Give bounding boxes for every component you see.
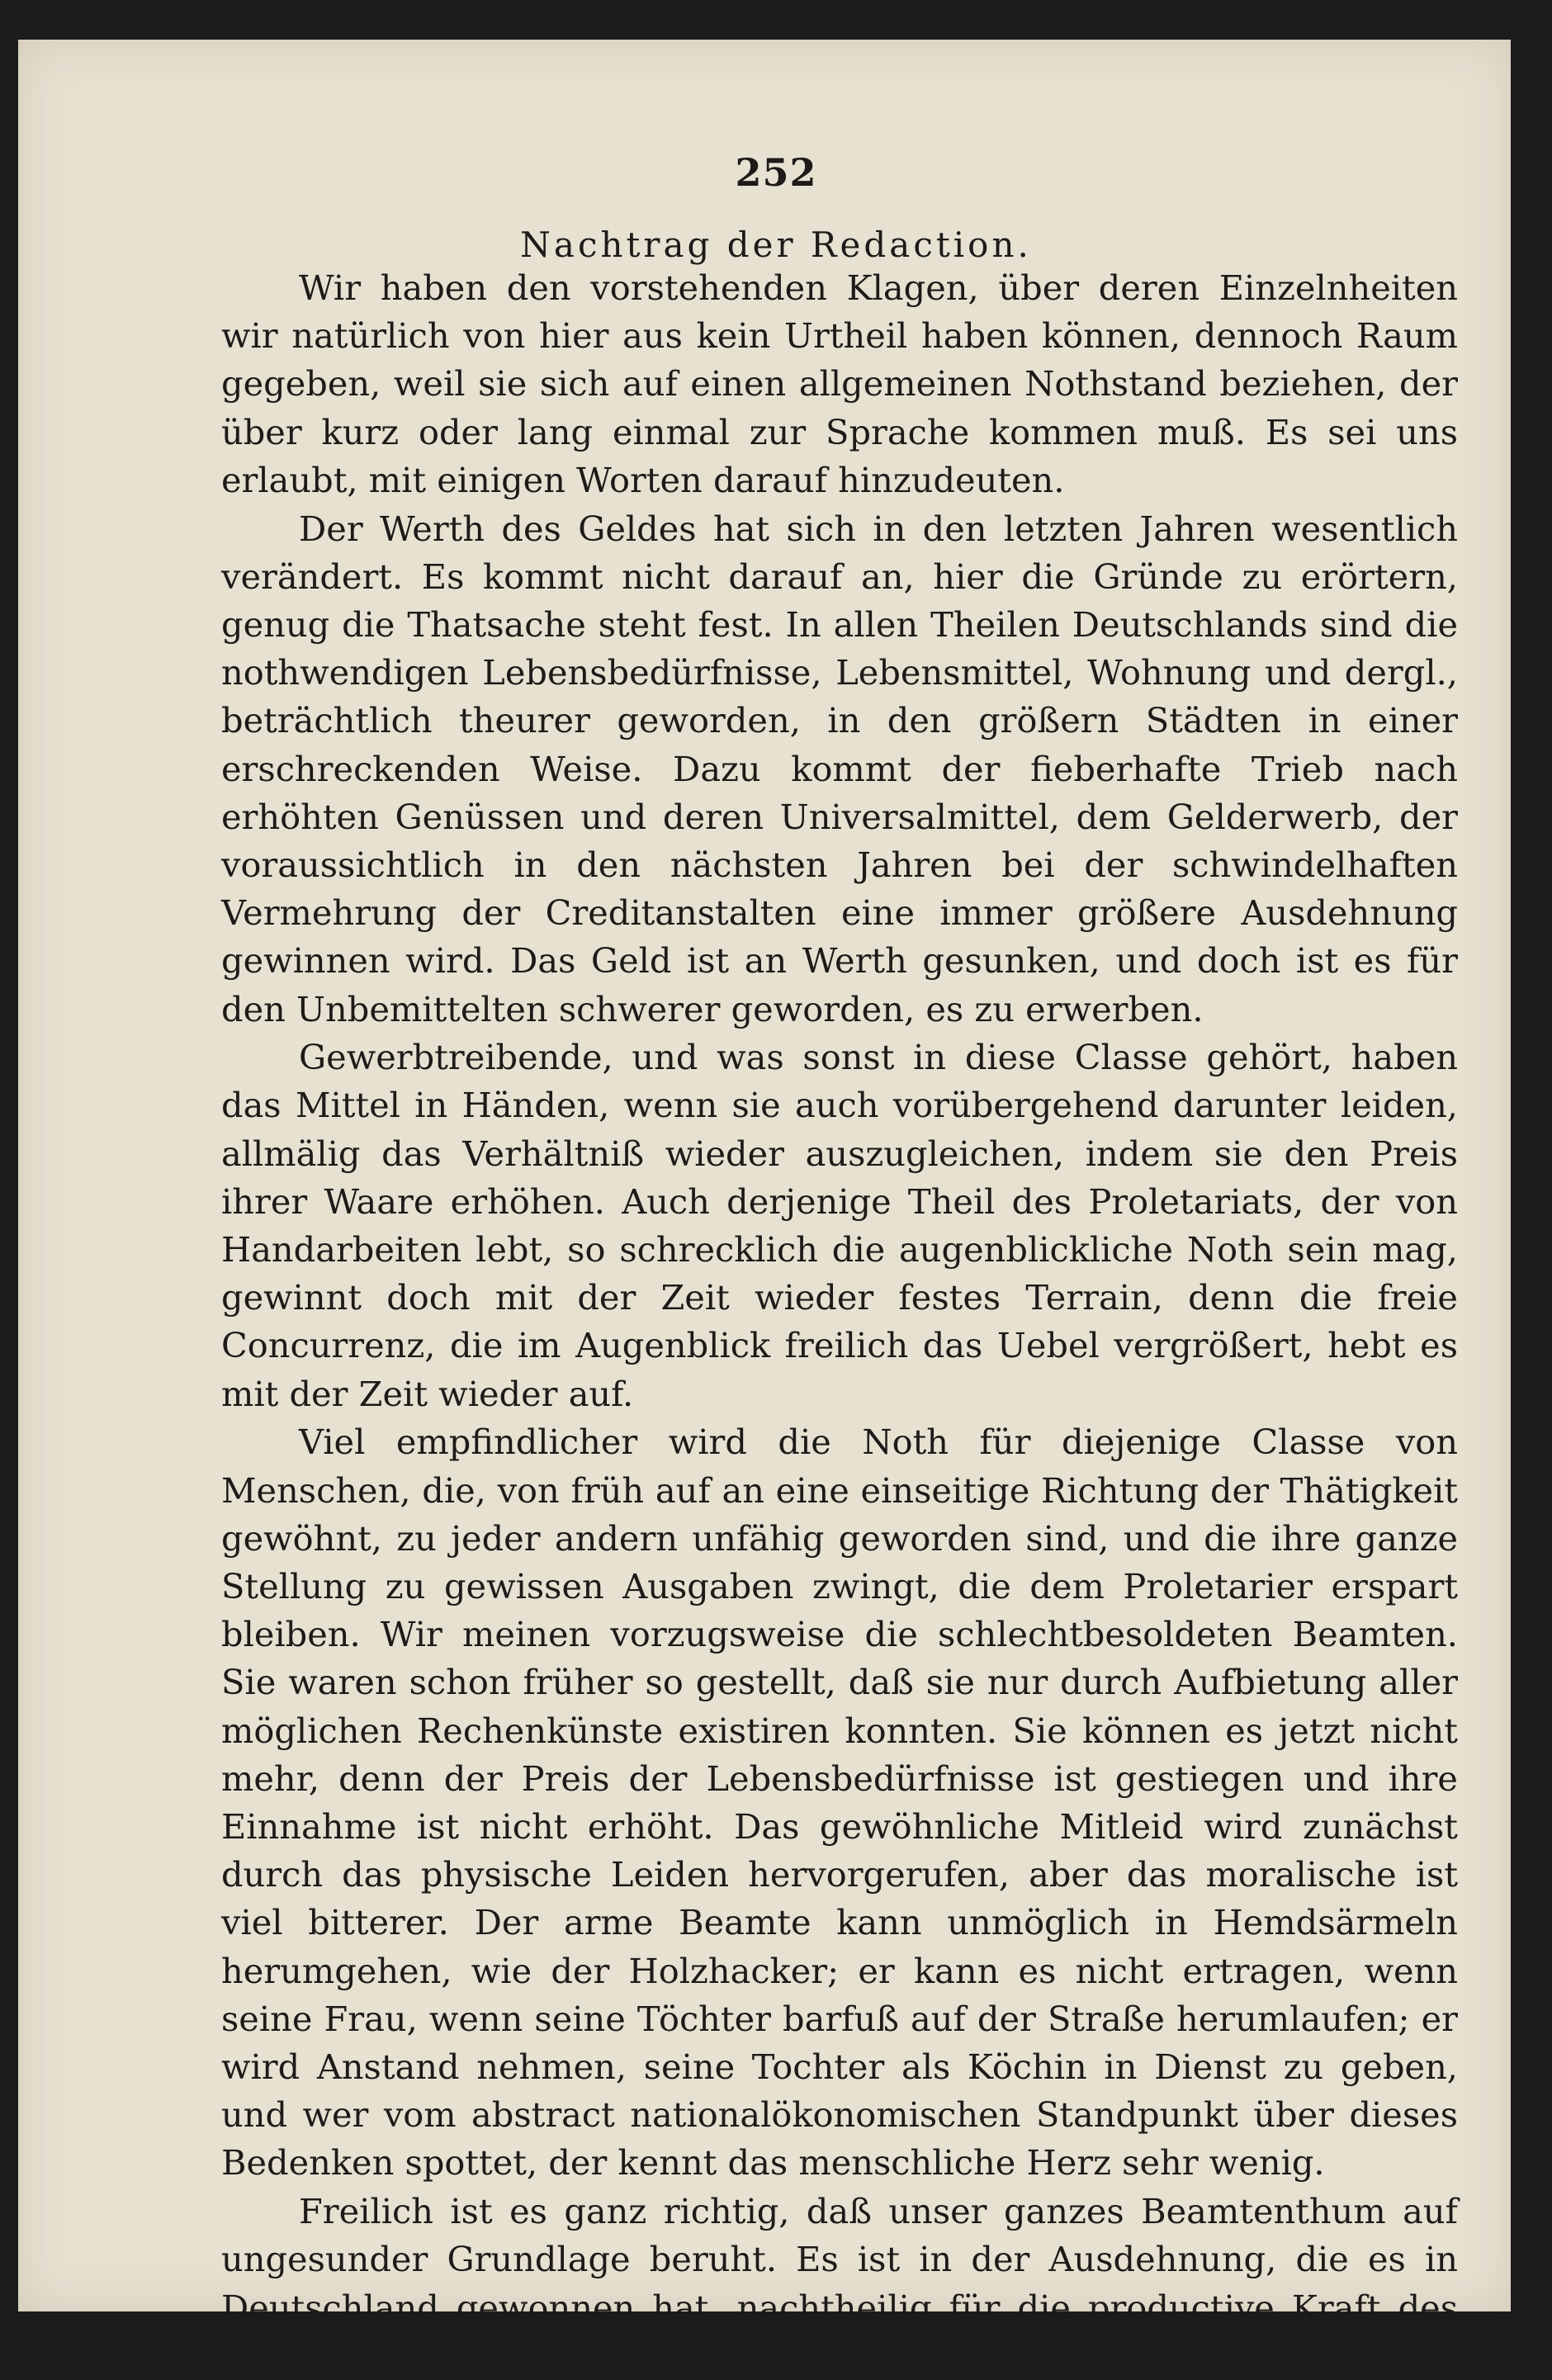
section-title: Nachtrag der Redaction. — [520, 225, 1032, 265]
page-number: 252 — [735, 150, 817, 195]
paragraph: Freilich ist es ganz richtig, daß unser ganzes Beamtenthum auf ungesunder Grundlage beruht. Es ist in der Ausdehnung, die es in Deutschland gewonnen hat, nachtheilig für die productive Kraft des Volkes im Allgemeinen, — [221, 2191, 1458, 2376]
paragraph: Viel empfindlicher wird die Noth für diejenige Classe von Menschen, die, von früh auf an eine einseitige Richtung der Thätigkeit gewöhnt, zu jeder andern unfähig geworden sind, und die ihre ganze Stellung zu gewissen Ausgaben zwingt, die dem Proletarier erspart bleiben. Wir meinen vorzugsweise die schlechtbesoldeten Beamten. Sie waren schon früher so gestellt, daß sie nur durch Aufbietung aller möglichen Rechenkünste existiren konnten. Sie können es jetzt nicht mehr, denn der Preis der Lebensbedürfnisse ist gestiegen und ihre Einnahme ist nicht erhöht. Das gewöhnliche Mitleid wird zunächst durch das physische Leiden hervorgerufen, aber das moralische ist viel bitterer. Der arme Beamte kann unmöglich in Hemdsärmeln herumgehen, wie der Holzhacker; er kann es nicht ertragen, wenn seine Frau, wenn seine Töchter barfuß auf der Straße herumlaufen; er wird Anstand nehmen, seine Tochter als Köchin in Dienst zu geben, und wer vom abstract nationalökonomischen Standpunkt über dieses Bedenken spottet, der kennt das menschliche Herz sehr wenig. — [221, 1422, 1458, 2184]
body-text — [221, 264, 1458, 2380]
paragraph: Der Werth des Geldes hat sich in den letzten Jahren wesentlich verändert. Es kommt nicht darauf an, hier die Gründe zu erörtern, genug die Thatsache steht fest. In allen Theilen Deutschlands sind die nothwendigen Lebensbedürfnisse, Lebensmittel, Wohnung und dergl., beträchtlich theurer geworden, in den größern Städten in einer erschreckenden Weise. Dazu kommt der fieberhafte Trieb nach erhöhten Genüssen und deren Universalmittel, dem Gelderwerb, der voraussichtlich in den nächsten Jahren bei der schwindelhaften Vermehrung der Creditanstalten eine immer größere Ausdehnung gewinnen wird. Das Geld ist an Werth gesunken, und doch ist es für den Unbemittelten schwerer geworden, es zu erwerben. — [221, 508, 1458, 1029]
paragraph: Gewerbtreibende, und was sonst in diese Classe gehört, haben das Mittel in Händen, wenn sie auch vorübergehend darunter leiden, allmälig das Verhältniß wieder auszugleichen, indem sie den Preis ihrer Waare erhöhen. Auch derjenige Theil des Proletariats, der von Handarbeiten lebt, so schrecklich die augenblickliche Noth sein mag, gewinnt doch mit der Zeit wieder festes Terrain, denn die freie Concurrenz, die im Augenblick freilich das Uebel vergrößert, hebt es mit der Zeit wieder auf. — [221, 1037, 1458, 1414]
paragraph: Wir haben den vorstehenden Klagen, über deren Einzelnheiten wir natürlich von hier aus kein Urtheil haben können, dennoch Raum gegeben, weil sie sich auf einen allgemeinen Nothstand beziehen, der über kurz oder lang einmal zur Sprache kommen muß. Es sei uns erlaubt, mit einigen Worten darauf hinzudeuten. — [221, 267, 1458, 500]
